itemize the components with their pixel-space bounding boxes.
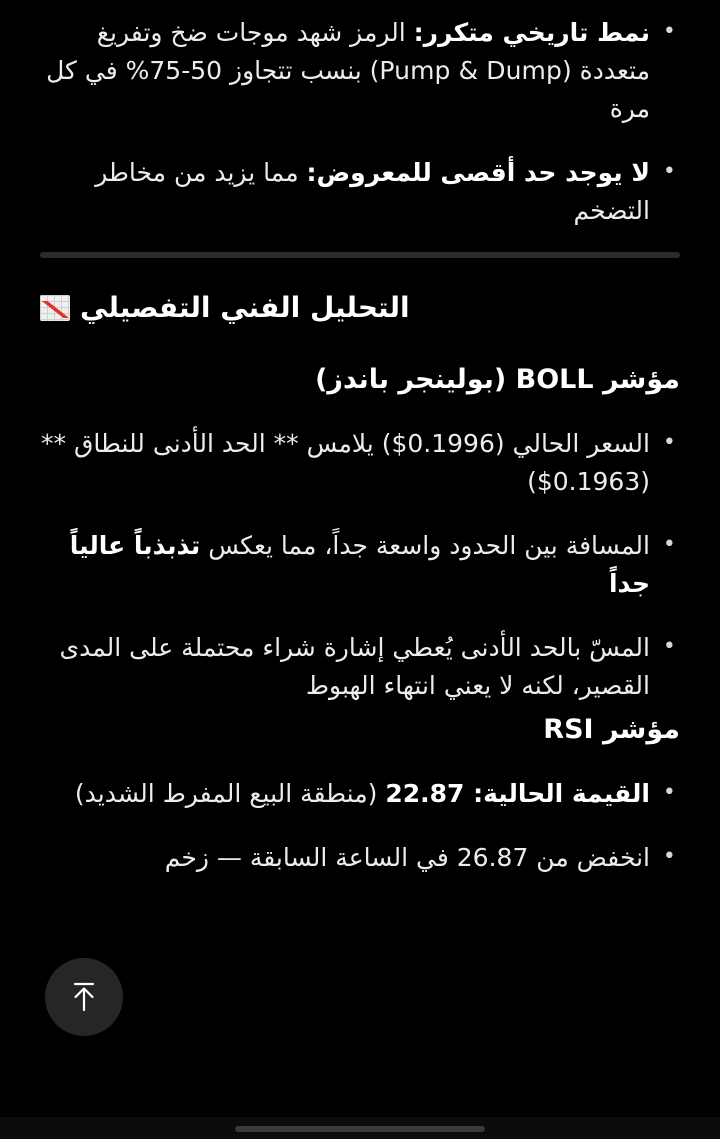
bullet-body-text: مما يزيد من مخاطر التضخم (95, 158, 650, 225)
list-item (40, 629, 680, 705)
bullet-lead-label: لا يوجد حد أقصى للمعروض: (306, 158, 650, 187)
arrow-up-icon (67, 980, 101, 1014)
bullet-body-text: انخفض من 26.87 في الساعة السابقة — زخم (164, 842, 650, 872)
list-item (40, 14, 680, 128)
risk-bullet-list (40, 14, 680, 230)
section-divider (40, 252, 680, 258)
scroll-to-top-button[interactable] (45, 958, 123, 1036)
section-title-label: التحليل الفني التفصيلي (80, 291, 410, 324)
boll-heading: مؤشر BOLL (بولينجر باندز) (315, 364, 680, 396)
list-item (40, 775, 680, 813)
page-title (40, 288, 680, 327)
list-item (40, 839, 680, 877)
bullet-body-text: المسافة بين الحدود واسعة جداً، مما يعكس تذبذباً عالياً جداً (69, 530, 650, 598)
bullet-lead-label: القيمة الحالية: 22.87 (385, 778, 650, 808)
bullet-body-text: السعر الحالي (0.1996$) يلامس ** الحد الأدنى للنطاق ** (0.1963$) (41, 428, 650, 496)
bullet-body-text: (منطقة البيع المفرط الشديد) (74, 778, 386, 808)
bullet-body-text: المسّ بالحد الأدنى يُعطي إشارة شراء محتملة على المدى القصير، لكنه لا يعني انتهاء الهبوط (59, 632, 650, 700)
list-item (40, 425, 680, 501)
bullet-lead-label: نمط تاريخي متكرر: (413, 18, 650, 47)
system-home-indicator (0, 1117, 720, 1139)
list-item (40, 527, 680, 603)
boll-bullet-list (40, 425, 680, 705)
bullet-emphasis-text: تذبذباً عالياً جداً (69, 530, 650, 598)
chart-increasing-icon (40, 295, 70, 321)
rsi-heading: مؤشر RSI (543, 713, 680, 745)
list-item (40, 154, 680, 230)
rsi-bullet-list (40, 775, 680, 877)
bullet-body-text: الرمز شهد موجات ضخ وتفريغ متعددة (Pump & Dump) بنسب تتجاوز 50-75% في كل مرة (46, 18, 650, 123)
